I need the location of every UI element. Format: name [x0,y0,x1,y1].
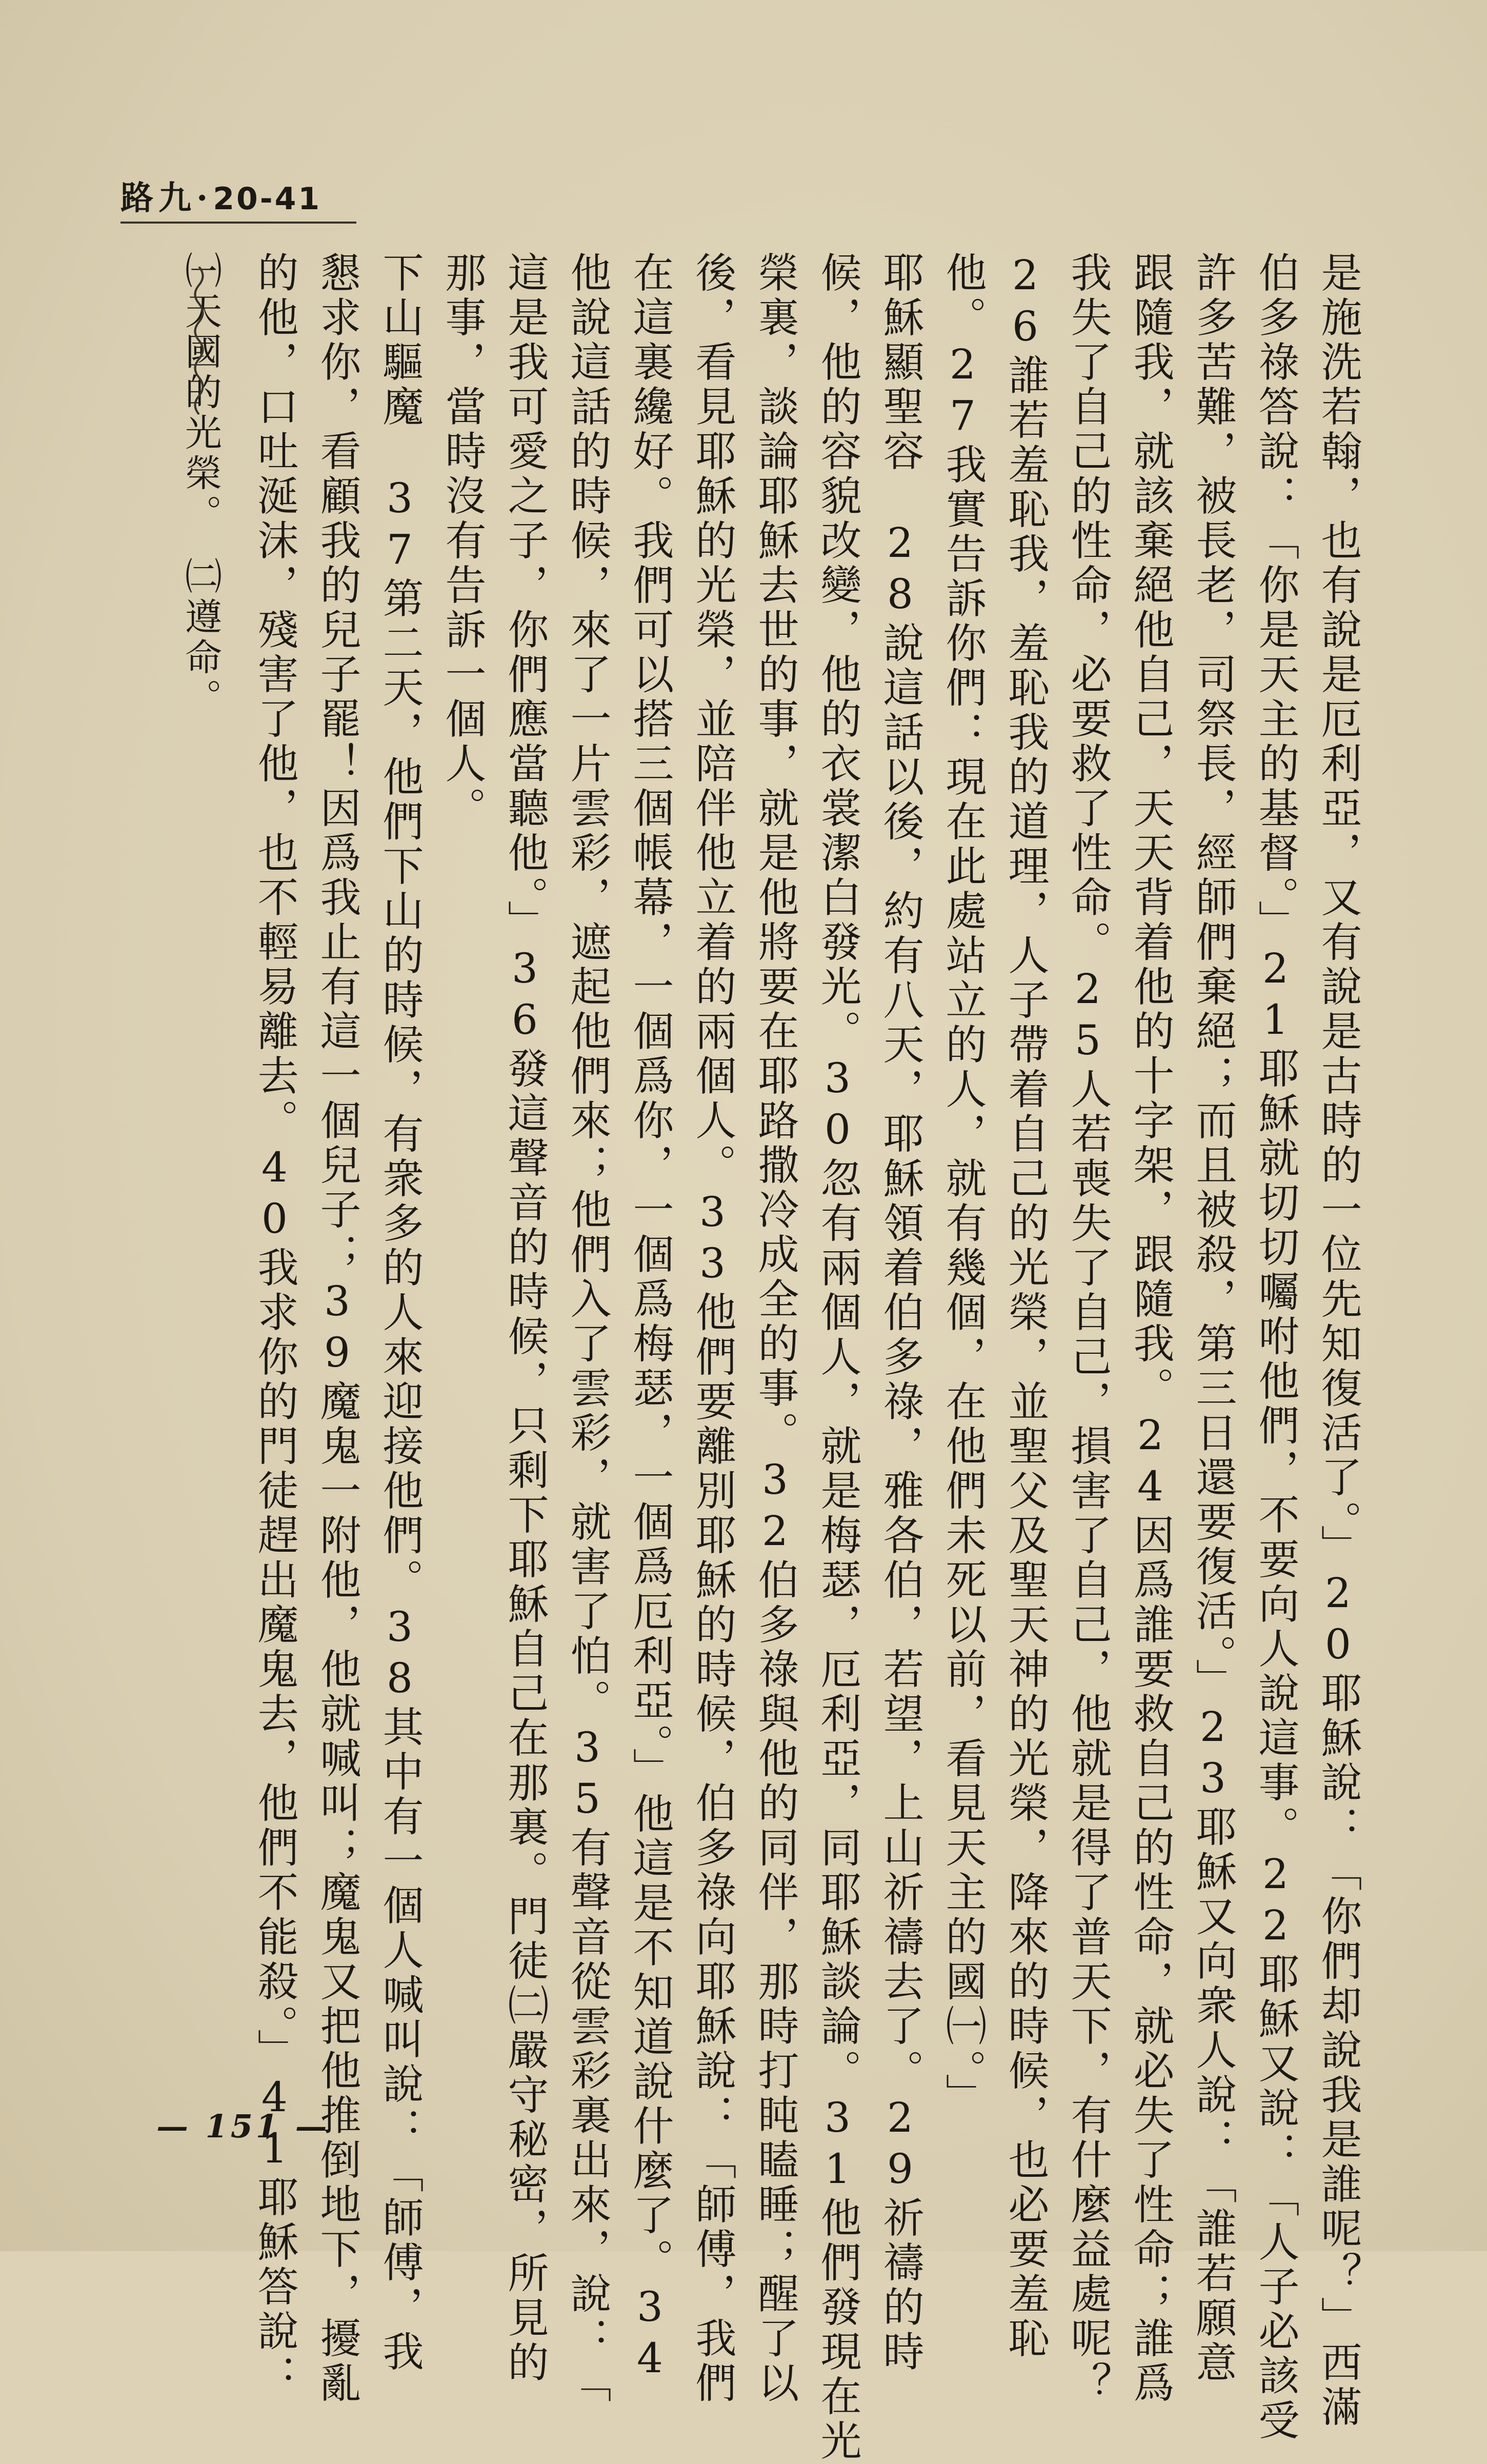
text-column: 他。27我實告訴你們：現在此處站立的人，就有幾個，在他們未死以前，看見天主的國㈠。」 [939,251,987,2118]
text-column-section: 耶穌顯聖容 28說這話以後，約有八天，耶穌領着伯多祿，雅各伯，若望，上山祈禱去了。29祈禱的時 [876,251,924,2375]
text-column: 是施洗若翰，也有說是厄利亞，又有說是古時的一位先知復活了。」20耶穌說：「你們却說我是誰呢？」西滿 [1314,251,1362,2430]
text-column: 26誰若羞恥我，羞恥我的道理，人子帶着自己的光榮，並聖父及聖天神的光榮，降來的時候，也必要羞恥 [1001,251,1049,2361]
chapter-number: 九 [158,179,193,217]
book-abbrev: 路 [120,179,155,217]
text-column: 榮裏，談論耶穌去世的事，就是他將要在耶路撒冷成全的事。32伯多祿與他的同伴，那時打盹瞌睡；醒了以 [751,251,799,2406]
text-column: 許多苦難，被長老，司祭長，經師們棄絕；而且被殺，第三日還要復活。」23耶穌又向衆人說：「誰若願意 [1189,251,1237,2386]
text-column: 伯多祿答說：「你是天主的基督。」21耶穌就切切囑咐他們，不要向人說這事。22耶穌又說：「人子必該受 [1252,251,1299,2443]
footnote: ㈠天國的光榮。 ㈡遵命。 [179,251,222,719]
text-column: 跟隨我，就該棄絕他自己，天天背着他的十字架，跟隨我。24因爲誰要救自己的性命，就必失了性命；誰爲 [1127,251,1174,2406]
text-column: 他說這話的時候，來了一片雲彩，遮起他們來；他們入了雲彩，就害了怕。35有聲音從雲彩裏出來，說：「 [564,251,611,2406]
running-head [120,172,321,219]
header-rule [120,222,356,224]
text-column: 我失了自己的性命，必要救了性命。25人若喪失了自己，損害了自己，他就是得了普天下，有什麼益處呢？ [1064,251,1112,2406]
text-column: 的他，口吐涎沫，殘害了他，也不輕易離去。40我求你的門徒趕出魔鬼去，他們不能殺。」41耶穌答說： [251,251,298,2399]
text-column: 這是我可愛之子，你們應當聽他。」36發這聲音的時候，只剩下耶穌自己在那裏。門徒㈡嚴守秘密，所見的 [501,251,549,2386]
text-column: 在這裏纔好。我們可以搭三個帳幕，一個爲你，一個爲梅瑟，一個爲厄利亞。」他這是不知道說什麼了。34 [626,251,674,2386]
text-column: 後，看見耶穌的光榮，並陪伴他立着的兩個人。33他們要離別耶穌的時候，伯多祿向耶穌說：「師傅，我們 [689,251,736,2406]
text-column: 懇求你，看顧我的兒子罷！因爲我止有這一個兒子；39魔鬼一附他，他就喊叫；魔鬼又把他推倒地下，擾亂 [313,251,361,2406]
text-column-section: 下山驅魔 37第二天，他們下山的時候，有衆多的人來迎接他們。38其中有一個人喊叫說：「師傅，我 [376,251,424,2375]
text-column: 那事，當時沒有告訴一個人。 [438,251,486,831]
footnote-separator [189,267,209,420]
header-dot: · [196,179,210,217]
page-number: — 151 — [156,2108,330,2145]
text-column: 候，他的容貌改變，他的衣裳潔白發光。30忽有兩個人，就是梅瑟，厄利亞，同耶穌談論。31他們發現在光 [814,251,861,2464]
verse-range: 20-41 [213,181,322,217]
